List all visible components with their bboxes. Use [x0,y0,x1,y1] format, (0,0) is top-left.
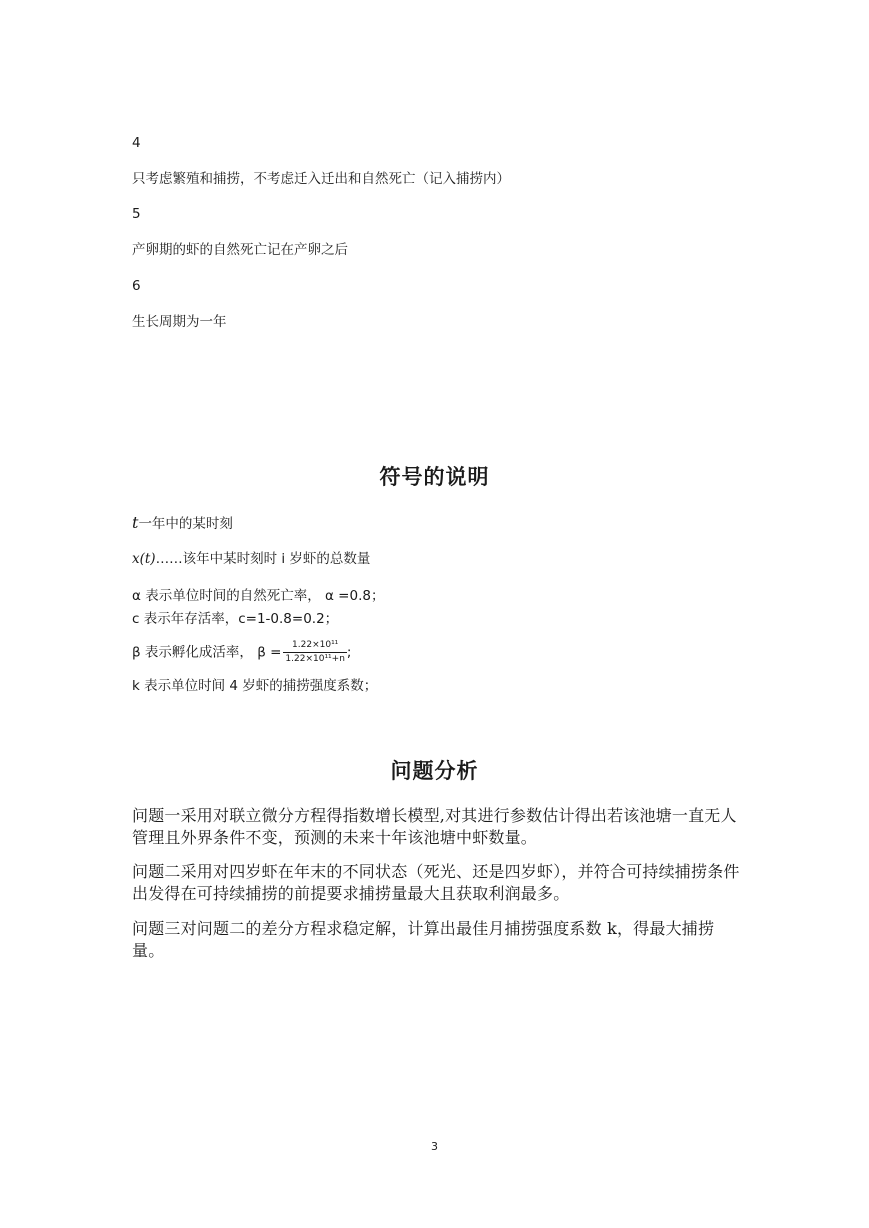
symbol-k-line: k 表示单位时间 4 岁虾的捕捞强度系数； [132,678,378,694]
beta-fraction [283,640,347,665]
beta-suffix: ; [346,644,352,661]
symbol-beta-desc: β 表示孵化成活率， β = [132,644,282,661]
symbols-heading: 符号的说明 [379,465,490,489]
symbol-x: x(t) [132,551,156,567]
page-number: 3 [431,1140,438,1153]
symbol-t: t [132,513,139,532]
symbol-x-line [132,550,370,568]
symbol-alpha-line: α 表示单位时间的自然死亡率， α =0.8； [132,588,385,604]
analysis-heading: 问题分析 [390,759,479,783]
symbol-t-line [132,514,233,533]
assumption-text-6: 生长周期为一年 [132,314,227,330]
assumption-number-5: 5 [132,206,141,222]
symbol-beta-line [132,640,351,665]
analysis-paragraph-3: 问题三对问题二的差分方程求稳定解，计算出最佳月捕捞强度系数 k，得最大捕捞量。 [132,919,715,960]
symbol-x-desc: ……该年中某时刻时 i 岁虾的总数量 [155,551,371,567]
beta-denominator: 1.22×10¹¹+n [285,654,345,664]
assumption-number-4: 4 [132,135,141,151]
beta-numerator: 1.22×10¹¹ [283,640,347,653]
assumption-number-6: 6 [132,278,141,294]
assumption-text-5: 产卵期的虾的自然死亡记在产卵之后 [132,242,348,258]
analysis-paragraph-1: 问题一采用对联立微分方程得指数增长模型,对其进行参数估计得出若该池塘一直无人管理且外界条件不变，预测的未来十年该池塘中虾数量。 [132,806,737,847]
symbol-t-desc: 一年中的某时刻 [138,516,233,532]
analysis-paragraph-2: 问题二采用对四岁虾在年末的不同状态（死光、还是四岁虾），并符合可持续捕捞条件出发得在可持续捕捞的前提要求捕捞量最大且获取利润最多。 [132,862,740,903]
assumption-text-4: 只考虑繁殖和捕捞，不考虑迁入迁出和自然死亡（记入捕捞内） [132,171,510,187]
symbol-c-line: c 表示年存活率，c=1-0.8=0.2； [132,611,339,627]
